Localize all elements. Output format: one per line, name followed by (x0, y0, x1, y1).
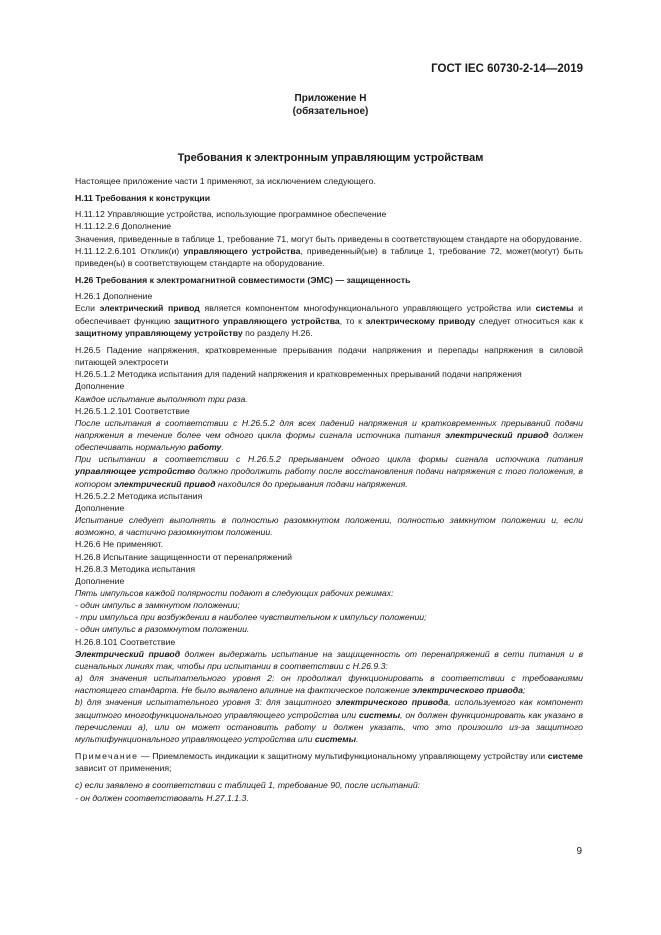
section-h11-heading: Н.11 Требования к конструкции (75, 193, 211, 204)
surge-compliance-paragraph: Электрический привод должен выдержать испытание на защищенность от перенапряжений в сети питания и в сигнальных линиях так, чтобы при испытании в соответствии с Н.26.9.3: (75, 648, 584, 671)
list-item-a: a) для значения испытательного уровня 2: он продолжал функционировать в соответствии с требованиями настоящего стандарта. Не было выявлено влияние на фактическое положение электрического привода; (75, 673, 583, 696)
annex-heading (0, 92, 661, 118)
clause-h26-6: Н.26.6 Не применяют. (75, 539, 163, 550)
compliance-paragraph-1: После испытания в соответствии с Н.26.5.2 для всех падений напряжения и кратковременных прерываний подачи напряжения в течение более чем одного цикла формы сигнала источника питания электрический привод должен обеспечивать нормальную работу. (75, 417, 583, 453)
clause-h11-12-2-6: Н.11.12.2.6 Дополнение (75, 221, 172, 232)
clause-h26-1: Н.26.1 Дополнение (75, 291, 153, 302)
list-item-c: c) если заявлено в соответствии с таблицей 1, требование 90, после испытаний: (75, 780, 421, 791)
list-item-b: b) для значения испытательного уровня 3: для защитного электрического привода, используемого как компонент защитного многофункционального управляющего устройства или системы, он должен функционировать как указано в перечислении a), или он может остановить работу и должен указать, что это произошло из-за защитного мультифункционального управляющего устройства или системы. (75, 697, 583, 744)
clause-h11-12-2-6-101: Н.11.12.2.6.101 Отклик(и) управляющего устройства, приведенный(ые) в таблице 1, требование 72, может(могут) быть приведен(ы) в соответствующем стандарте на оборудование. (75, 245, 583, 268)
mode-item-2: - три импульса при возбуждении в наиболее чувствительном к импульсу положении; (75, 612, 427, 623)
clause-h26-5-2-2: Н.26.5.2.2 Методика испытания (75, 490, 203, 501)
addition-label-1: Дополнение (75, 381, 125, 392)
clause-h26-8-3: Н.26.8.3 Методика испытания (75, 563, 196, 574)
clause-h26-1-text: Если электрический привод является компонентом многофункционального управляющего устройства или системы и обеспечивает функцию защитного управляющего устройства, то к электрическому приводу следует относиться как к защитному управляющему устройству по разделу Н.26. (75, 303, 584, 338)
addition-label-2: Дополнение (75, 502, 125, 513)
note-label: Примечание (75, 751, 139, 762)
clause-h11-12-2-6-text: Значения, приведенные в таблице 1, требование 71, могут быть приведены в соответствующем стандарте на оборудование. (75, 233, 582, 244)
annex-title: Приложение Н (294, 93, 367, 104)
note-paragraph: Примечание — Приемлемость индикации к защитному мультифункциональному управляющему устройству или системе зависит от применения; (75, 751, 583, 774)
document-title: Требования к электронным управляющим устройствам (177, 152, 484, 164)
intro-paragraph: Настоящее приложение части 1 применяют, за исключением следующего. (75, 176, 376, 186)
compliance-paragraph-2: При испытании в соответствии с Н.26.5.2 прерыванием одного цикла формы сигнала источника питания управляющее устройство должно продолжить работу после восстановления подачи напряжения с того положения, в котором электрический привод находился до прерывания подачи напряжения. (75, 454, 583, 489)
clause-h26-8-3-text: Пять импульсов каждой полярности подают в следующих рабочих режимах: (75, 588, 394, 598)
clause-h26-5-1-2-101: Н.26.5.1.2.101 Соответствие (75, 405, 190, 416)
clause-h26-8-101: Н.26.8.101 Соответствие (75, 636, 176, 647)
clause-h26-5-1-2: Н.26.5.1.2 Методика испытания для падений напряжения и кратковременных прерываний подачи напряжения (75, 369, 522, 380)
mode-item-1: - один импульс в замкнутом положении; (75, 600, 240, 611)
clause-h26-5: Н.26.5 Падение напряжения, кратковременные прерывания подачи напряжения и перепады напряжения в силовой питающей электросети (75, 344, 583, 368)
clause-h26-5-2-2-text: Испытание следует выполнять в полностью разомкнутом положении, полностью замкнутом положении и, если возможно, в частично разомкнутом положении. (75, 515, 583, 538)
page-number: 9 (576, 846, 582, 857)
clause-h11-12: Н.11.12 Управляющие устройства, использующие программное обеспечение (75, 209, 387, 220)
standard-header: ГОСТ IEC 60730-2-14—2019 (431, 63, 583, 75)
list-item-c-sub: - он должен соответствовать Н.27.1.1.3. (75, 792, 249, 803)
mode-item-3: - один импульс в разомкнутом положении. (75, 624, 250, 635)
document-body (75, 175, 583, 804)
annex-status: (обязательное) (292, 106, 369, 117)
clause-h26-8: Н.26.8 Испытание защищенности от перенапряжений (75, 551, 293, 562)
clause-h26-5-1-2-text: Каждое испытание выполняют три раза. (75, 393, 248, 404)
section-h26-heading: Н.26 Требования к электромагнитной совместимости (ЭМС) — защищенность (75, 275, 411, 286)
addition-label-3: Дополнение (75, 575, 125, 586)
